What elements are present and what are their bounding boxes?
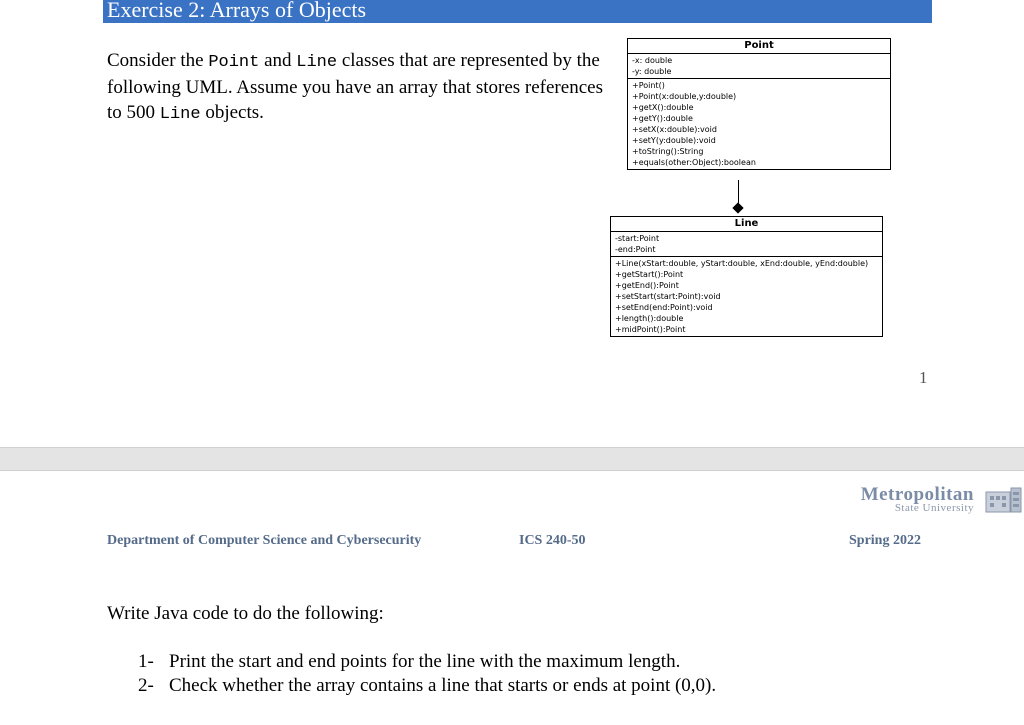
uml-method: +Point()	[632, 81, 665, 90]
intro-code-point: Point	[208, 53, 260, 72]
exercise-title: Exercise 2: Arrays of Objects	[107, 0, 367, 22]
uml-line-attributes	[611, 232, 882, 256]
uml-method: +length():double	[615, 314, 684, 323]
intro-code-line-2: Line	[159, 105, 201, 124]
page-number: 1	[919, 368, 928, 387]
task-number: 2-	[138, 675, 154, 696]
task-number: 1-	[138, 651, 154, 672]
uml-method: +equals(other:Object):boolean	[632, 158, 756, 167]
uml-line-name: Line	[611, 217, 882, 232]
uml-method: +setStart(start:Point):void	[615, 292, 721, 301]
uml-line-methods	[611, 256, 882, 336]
footer-term: Spring 2022	[849, 533, 921, 548]
uml-attribute: -end:Point	[615, 245, 656, 254]
uml-method: +setEnd(end:Point):void	[615, 303, 713, 312]
uml-method: +getStart():Point	[615, 270, 684, 279]
footer-course: ICS 240-50	[519, 533, 586, 548]
uml-attribute: -x: double	[632, 56, 673, 65]
page-break	[0, 447, 1024, 471]
composition-diamond-icon	[732, 202, 743, 213]
intro-text-4: objects.	[200, 102, 264, 123]
uml-method: +getEnd():Point	[615, 281, 679, 290]
university-building-icon	[982, 486, 1024, 516]
uml-point-methods	[628, 78, 890, 169]
intro-text-1: Consider the	[107, 50, 209, 71]
intro-code-line: Line	[296, 53, 338, 72]
uml-method: +toString():String	[632, 147, 704, 156]
intro-text-3: classes that are represented by the following UML. Assume you have an array that stores references to 500	[107, 50, 603, 123]
task-item	[138, 651, 680, 673]
task-text: Print the start and end points for the line with the maximum length.	[169, 651, 681, 672]
footer-department: Department of Computer Science and Cybersecurity	[107, 533, 422, 548]
university-logo-subtitle: State University	[894, 502, 974, 514]
uml-method: +getX():double	[632, 103, 694, 112]
uml-method: +setX(x:double):void	[632, 125, 717, 134]
task-text: Check whether the array contains a line that starts or ends at point (0,0).	[169, 675, 717, 696]
uml-method: +setY(y:double):void	[632, 136, 716, 145]
uml-method: +midPoint():Point	[615, 325, 686, 334]
uml-method: +Line(xStart:double, yStart:double, xEnd:double, yEnd:double)	[615, 259, 869, 268]
uml-point-class	[627, 38, 891, 170]
uml-line-class	[610, 216, 883, 337]
uml-attribute: -y: double	[632, 67, 672, 76]
uml-point-attributes	[628, 54, 890, 78]
task-item	[138, 675, 716, 697]
task-intro: Write Java code to do the following:	[107, 603, 384, 624]
uml-method: +getY():double	[632, 114, 693, 123]
intro-text-2: and	[259, 50, 297, 71]
intro-paragraph	[107, 48, 617, 127]
university-logo-name: Metropolitan	[860, 484, 974, 505]
uml-method: +Point(x:double,y:double)	[632, 92, 737, 101]
uml-attribute: -start:Point	[615, 234, 660, 243]
uml-point-name: Point	[628, 39, 890, 54]
